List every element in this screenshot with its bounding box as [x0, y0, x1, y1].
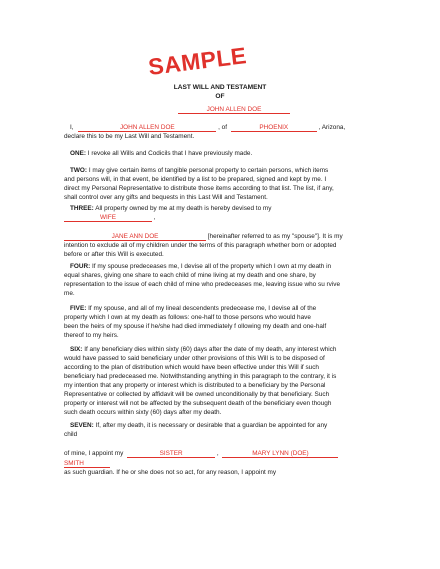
article-four-text-1: If my spouse predeceases me, I devise all of the property which I own at my death in — [92, 263, 332, 270]
article-five-label: FIVE: — [70, 305, 87, 312]
article-three-spouse-line — [64, 233, 394, 241]
article-seven-line-5: as such guardian. If he or she does not so act, for any reason, I appoint my — [64, 469, 277, 476]
intro-city-field[interactable]: PHOENIX — [231, 124, 317, 132]
article-six-text-1: If any beneficiary dies within sixty (60) days after the date of my death, any interest which — [84, 346, 337, 353]
article-one — [70, 150, 400, 158]
article-six-line-5: my intention that any property or interest which is distributed to a beneficiary by the Personal — [64, 382, 326, 389]
intro-state: , Arizona, — [318, 124, 346, 131]
article-three-label: THREE: — [70, 205, 94, 212]
intro-of: , of — [218, 124, 228, 131]
three-relation-field[interactable]: WIFE — [64, 214, 152, 222]
article-six-line-3: according to the plan of distribution which would have been effective under this Will if such — [64, 364, 319, 371]
article-two-line-4: shall control over any gifts and bequests in this Last Will and Testament. — [64, 194, 268, 201]
intro-name-field[interactable]: JOHN ALLEN DOE — [78, 124, 216, 132]
article-six-line-7: property or interest will not be affected by the subsequent death of the beneficiary even though — [64, 400, 332, 407]
article-one-label: ONE: — [70, 150, 86, 157]
seven-relation-field[interactable]: SISTER — [127, 450, 215, 458]
article-four-line-1 — [70, 263, 400, 271]
article-four-label: FOUR: — [70, 263, 91, 270]
article-five-line-4: thereof to my heirs. — [64, 332, 119, 339]
article-one-text: I revoke all Wills and Codicils that I have previously made. — [87, 150, 253, 157]
article-two-line-3: direct my Personal Representative to distribute those items according to that list. The list, if any, — [64, 185, 334, 192]
seven-guardian-name-cont-field[interactable]: SMITH — [64, 460, 110, 468]
testator-name-value: JOHN ALLEN DOE — [178, 106, 290, 114]
article-seven-text-1: If, after my death, it is necessary or desirable that a guardian be appointed for any — [95, 422, 328, 429]
article-seven-appoint-line — [64, 450, 394, 458]
article-seven-line-1 — [70, 422, 400, 430]
article-two-line-2: and persons will, in that event, be identified by a list to be prepared, signed and kept by me. I — [64, 176, 327, 183]
article-seven-label: SEVEN: — [70, 422, 94, 429]
article-seven-line-2: child — [64, 431, 78, 438]
article-six-line-8: such death occurs within sixty (60) days after my death. — [64, 409, 222, 416]
sample-stamp: SAMPLE — [146, 42, 249, 80]
three-spouse-name-field[interactable]: JANE ANN DOE — [64, 233, 206, 241]
article-four-line-4: me. — [64, 290, 75, 297]
article-three-text-1: All property owned by me at my death is hereby devised to my — [95, 205, 272, 212]
article-four-line-2: equal shares, giving one share to each child of mine living at my death and one share, by — [64, 272, 316, 279]
document-title: LAST WILL AND TESTAMENT — [173, 84, 267, 91]
article-three-relation-line — [64, 214, 394, 222]
article-four-line-3: representation to the issue of each child of mine who predeceases me, leaving issue who su rvive — [64, 281, 341, 288]
article-three-line-4: before or after this Will is executed. — [64, 251, 164, 258]
intro-prefix: I, — [70, 124, 74, 131]
article-two-line-1 — [70, 167, 400, 175]
three-comma: , — [153, 214, 156, 221]
article-five-line-2: property which I own at my death as follows: one-half to those persons who would have — [64, 314, 311, 321]
article-six-line-4: beneficiary had predeceased me. Notwithstanding anything in this paragraph to the contrary, it is — [64, 373, 337, 380]
article-six-line-6: Representative or collected by affidavit will be owned unconditionally by that beneficiary. Such — [64, 391, 330, 398]
article-five-text-1: If my spouse, and all of my lineal descendents predecease me, I devise all of the — [88, 305, 317, 312]
seven-guardian-name-field[interactable]: MARY LYNN (DOE) — [222, 450, 338, 458]
article-six-line-1 — [70, 346, 400, 354]
intro-paragraph — [70, 124, 400, 132]
article-five-line-1 — [70, 305, 400, 313]
seven-comma: , — [216, 450, 219, 457]
article-two-label: TWO: — [70, 167, 88, 174]
testator-name-field[interactable] — [178, 106, 290, 114]
seven-of-mine: of mine, I appoint my — [64, 450, 124, 457]
article-two-text-1: I may give certain items of tangible personal property to certain persons, which items — [88, 167, 329, 174]
article-five-line-3: been the heirs of my spouse if he/she had died immediately f ollowing my death and one-half — [64, 323, 327, 330]
article-seven-name-cont — [64, 460, 394, 468]
article-six-line-2: would have passed to said beneficiary under other provisions of this Will is to be disposed of — [64, 355, 325, 362]
article-three-line-1 — [70, 205, 400, 213]
title-of: OF — [215, 93, 225, 100]
three-after-name: [hereinafter referred to as my "spouse"]. It is my — [207, 233, 343, 240]
article-three-line-3: intention to exclude all of my children under the terms of this paragraph whether born or adopted — [64, 242, 337, 249]
article-six-label: SIX: — [70, 346, 83, 353]
intro-line2: declare this to be my Last Will and Testament. — [64, 133, 195, 140]
